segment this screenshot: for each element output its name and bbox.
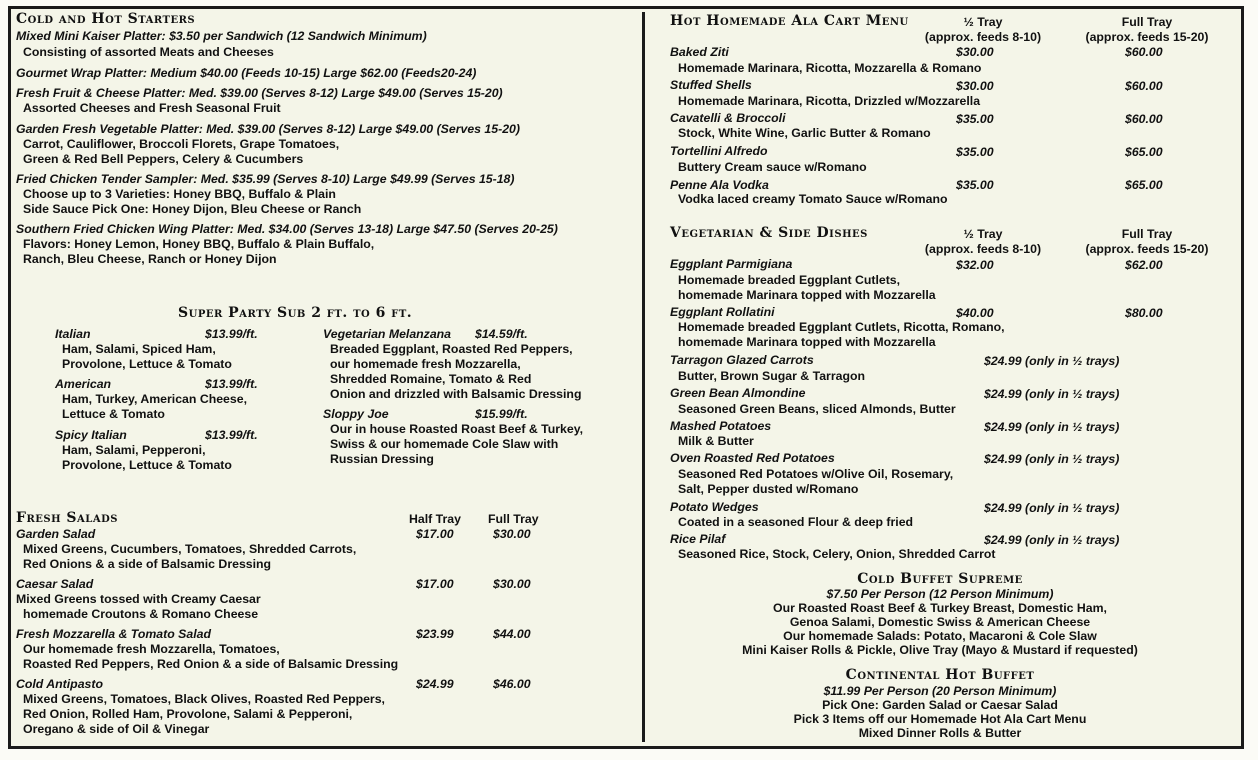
salads-col-full: Full Tray (488, 512, 539, 526)
hot-item-name: Cavatelli & Broccoli (670, 111, 786, 125)
salad-name: Caesar Salad (16, 577, 94, 591)
salad-half-price: $23.99 (416, 627, 454, 641)
side-desc: Salt, Pepper dusted w/Romano (678, 482, 859, 496)
hot-buffet-price: $11.99 Per Person (20 Person Minimum) (823, 684, 1057, 698)
starter-desc: Green & Red Bell Peppers, Celery & Cucumbers (23, 152, 304, 166)
hot-item-name: Stuffed Shells (670, 78, 752, 92)
starter-desc: Choose up to 3 Varieties: Honey BBQ, Buffalo & Plain (23, 187, 336, 201)
sub-desc: Russian Dressing (330, 452, 434, 466)
veg-item-desc: Homemade breaded Eggplant Cutlets, (678, 273, 901, 287)
cold-buffet-line: Mini Kaiser Rolls & Pickle, Olive Tray (Mayo & Mustard if requested) (742, 643, 1138, 657)
veg-item-desc: homemade Marinara topped with Mozzarella (678, 288, 936, 302)
sub-desc: Ham, Salami, Spiced Ham, (62, 342, 216, 356)
sub-desc: Onion and drizzled with Balsamic Dressing (330, 387, 582, 401)
hot-item-name: Tortellini Alfredo (670, 144, 768, 158)
cold-buffet-header: Cold Buffet Supreme (857, 571, 1023, 587)
sub-desc: Ham, Turkey, American Cheese, (62, 392, 247, 406)
side-price: $24.99 (only in ½ trays) (984, 420, 1120, 434)
salad-half-price: $17.00 (416, 577, 454, 591)
sub-price: $13.99/ft. (205, 428, 258, 442)
starter-name: Gourmet Wrap Platter: Medium $40.00 (Feeds 10-15) Large $62.00 (Feeds20-24) (16, 66, 477, 80)
starter-name: Fresh Fruit & Cheese Platter: Med. $39.00 (Serves 8-12) Large $49.00 (Serves 15-20) (16, 86, 503, 100)
hot-buffet-line: Pick One: Garden Salad or Caesar Salad (822, 698, 1058, 712)
starter-desc: Flavors: Honey Lemon, Honey BBQ, Buffalo & Plain Buffalo, (23, 237, 375, 251)
salad-full-price: $44.00 (493, 627, 531, 641)
starter-name: Mixed Mini Kaiser Platter: $3.50 per Sandwich (12 Sandwich Minimum) (16, 29, 427, 43)
sub-desc: Lettuce & Tomato (62, 407, 165, 421)
cold-buffet-price: $7.50 Per Person (12 Person Minimum) (826, 587, 1054, 601)
veg-header: Vegetarian & Side Dishes (670, 225, 868, 241)
veg-col-half-label: ½ Tray (963, 227, 1003, 241)
hot-item-half-price: $35.00 (956, 178, 994, 192)
side-price: $24.99 (only in ½ trays) (984, 501, 1120, 515)
side-name: Rice Pilaf (670, 532, 726, 546)
sub-price: $15.99/ft. (475, 407, 528, 421)
salad-full-price: $30.00 (493, 527, 531, 541)
salad-desc: Red Onion, Rolled Ham, Provolone, Salami & Pepperoni, (23, 707, 353, 721)
veg-item-name: Eggplant Rollatini (670, 305, 775, 319)
salad-desc: Red Onions & a side of Balsamic Dressing (23, 557, 272, 571)
salad-half-price: $17.00 (416, 527, 454, 541)
sub-price: $13.99/ft. (205, 377, 258, 391)
starter-desc: Ranch, Bleu Cheese, Ranch or Honey Dijon (23, 252, 277, 266)
salad-name: Cold Antipasto (16, 677, 103, 691)
salad-name: Garden Salad (16, 527, 96, 541)
salad-full-price: $30.00 (493, 577, 531, 591)
starter-desc: Consisting of assorted Meats and Cheeses (23, 45, 274, 59)
side-name: Tarragon Glazed Carrots (670, 353, 814, 367)
side-desc: Coated in a seasoned Flour & deep fried (678, 515, 914, 529)
hot-item-name: Baked Ziti (670, 45, 729, 59)
starter-name: Southern Fried Chicken Wing Platter: Med. $34.00 (Serves 13-18) Large $47.50 (Serves 20-25) (16, 222, 558, 236)
starter-desc: Carrot, Cauliflower, Broccoli Florets, Grape Tomatoes, (23, 137, 340, 151)
hot-col-full-note: (approx. feeds 15-20) (1085, 30, 1209, 44)
hot-buffet-line: Pick 3 Items off our Homemade Hot Ala Cart Menu (793, 712, 1087, 726)
side-price: $24.99 (only in ½ trays) (984, 387, 1120, 401)
hot-item-full-price: $65.00 (1125, 145, 1163, 159)
sub-desc: our homemade fresh Mozzarella, (330, 357, 521, 371)
cold-buffet-line: Our Roasted Roast Beef & Turkey Breast, Domestic Ham, (773, 601, 1107, 615)
hot-col-full-label: Full Tray (1121, 15, 1173, 29)
hot-item-half-price: $30.00 (956, 45, 994, 59)
hot-item-half-price: $35.00 (956, 112, 994, 126)
veg-item-full-price: $80.00 (1125, 306, 1163, 320)
salad-desc: Our homemade fresh Mozzarella, Tomatoes, (23, 642, 280, 656)
hot-item-desc: Homemade Marinara, Ricotta, Drizzled w/Mozzarella (678, 94, 981, 108)
veg-item-half-price: $40.00 (956, 306, 994, 320)
hot-item-full-price: $65.00 (1125, 178, 1163, 192)
sub-price: $14.59/ft. (475, 327, 528, 341)
veg-col-half-note: (approx. feeds 8-10) (924, 242, 1042, 256)
sub-name: Vegetarian Melanzana (323, 327, 452, 341)
starter-desc: Assorted Cheeses and Fresh Seasonal Fruit (23, 101, 281, 115)
sub-name: Sloppy Joe (323, 407, 389, 421)
salad-full-price: $46.00 (493, 677, 531, 691)
salad-desc: Mixed Greens, Cucumbers, Tomatoes, Shredded Carrots, (23, 542, 357, 556)
salads-col-half: Half Tray (409, 512, 461, 526)
veg-item-desc: Homemade breaded Eggplant Cutlets, Ricotta, Romano, (678, 320, 1005, 334)
side-price: $24.99 (only in ½ trays) (984, 354, 1120, 368)
sub-name: American (55, 377, 112, 391)
starter-name: Garden Fresh Vegetable Platter: Med. $39.00 (Serves 8-12) Large $49.00 (Serves 15-20) (16, 122, 520, 136)
side-desc: Milk & Butter (678, 434, 754, 448)
side-desc: Seasoned Red Potatoes w/Olive Oil, Rosemary, (678, 467, 954, 481)
side-name: Oven Roasted Red Potatoes (670, 451, 835, 465)
sub-desc: Provolone, Lettuce & Tomato (62, 458, 232, 472)
hot-item-desc: Stock, White Wine, Garlic Butter & Romano (678, 126, 931, 140)
side-price: $24.99 (only in ½ trays) (984, 452, 1120, 466)
side-name: Potato Wedges (670, 500, 759, 514)
side-desc: Seasoned Rice, Stock, Celery, Onion, Shredded Carrot (678, 547, 996, 561)
hot-item-full-price: $60.00 (1125, 79, 1163, 93)
hot-menu-header: Hot Homemade Ala Cart Menu (670, 13, 909, 29)
sub-name: Italian (55, 327, 91, 341)
veg-item-full-price: $62.00 (1125, 258, 1163, 272)
side-price: $24.99 (only in ½ trays) (984, 533, 1120, 547)
column-divider (642, 12, 645, 742)
hot-buffet-header: Continental Hot Buffet (845, 667, 1035, 683)
salad-desc: Mixed Greens, Tomatoes, Black Olives, Roasted Red Peppers, (23, 692, 385, 706)
hot-item-full-price: $60.00 (1125, 112, 1163, 126)
salad-half-price: $24.99 (416, 677, 454, 691)
sub-price: $13.99/ft. (205, 327, 258, 341)
hot-col-half-label: ½ Tray (963, 15, 1003, 29)
hot-item-half-price: $35.00 (956, 145, 994, 159)
salad-desc: Mixed Greens tossed with Creamy Caesar (16, 592, 261, 606)
starters-header: Cold and Hot Starters (16, 11, 196, 27)
side-desc: Butter, Brown Sugar & Tarragon (678, 369, 865, 383)
salad-name: Fresh Mozzarella & Tomato Salad (16, 627, 211, 641)
hot-col-half-note: (approx. feeds 8-10) (924, 30, 1042, 44)
hot-buffet-line: Mixed Dinner Rolls & Butter (858, 726, 1022, 740)
sub-desc: Our in house Roasted Roast Beef & Turkey, (330, 422, 584, 436)
salads-header: Fresh Salads (16, 510, 118, 526)
hot-item-name: Penne Ala Vodka (670, 178, 769, 192)
hot-item-half-price: $30.00 (956, 79, 994, 93)
veg-item-name: Eggplant Parmigiana (670, 257, 793, 271)
salad-desc: Roasted Red Peppers, Red Onion & a side of Balsamic Dressing (23, 657, 399, 671)
veg-col-full-label: Full Tray (1121, 227, 1173, 241)
side-desc: Seasoned Green Beans, sliced Almonds, Butter (678, 402, 956, 416)
veg-item-desc: homemade Marinara topped with Mozzarella (678, 335, 936, 349)
veg-item-half-price: $32.00 (956, 258, 994, 272)
hot-item-desc: Homemade Marinara, Ricotta, Mozzarella & Romano (678, 61, 982, 75)
sub-desc: Shredded Romaine, Tomato & Red (330, 372, 532, 386)
side-name: Mashed Potatoes (670, 419, 772, 433)
salad-desc: Oregano & side of Oil & Vinegar (23, 722, 210, 736)
starter-name: Fried Chicken Tender Sampler: Med. $35.99 (Serves 8-10) Large $49.99 (Serves 15-18) (16, 172, 515, 186)
hot-item-desc: Vodka laced creamy Tomato Sauce w/Romano (678, 192, 948, 206)
hot-item-desc: Buttery Cream sauce w/Romano (678, 160, 867, 174)
sub-desc: Provolone, Lettuce & Tomato (62, 357, 232, 371)
side-name: Green Bean Almondine (670, 386, 806, 400)
sub-name: Spicy Italian (55, 428, 127, 442)
subs-header: Super Party Sub 2 ft. to 6 ft. (178, 305, 413, 321)
sub-desc: Ham, Salami, Pepperoni, (62, 443, 206, 457)
veg-col-full-note: (approx. feeds 15-20) (1085, 242, 1209, 256)
hot-item-full-price: $60.00 (1125, 45, 1163, 59)
sub-desc: Swiss & our homemade Cole Slaw with (330, 437, 559, 451)
cold-buffet-line: Genoa Salami, Domestic Swiss & American Cheese (789, 615, 1091, 629)
salad-desc: homemade Croutons & Romano Cheese (23, 607, 259, 621)
starter-desc: Side Sauce Pick One: Honey Dijon, Bleu Cheese or Ranch (23, 202, 362, 216)
sub-desc: Breaded Eggplant, Roasted Red Peppers, (330, 342, 573, 356)
cold-buffet-line: Our homemade Salads: Potato, Macaroni & Cole Slaw (783, 629, 1097, 643)
